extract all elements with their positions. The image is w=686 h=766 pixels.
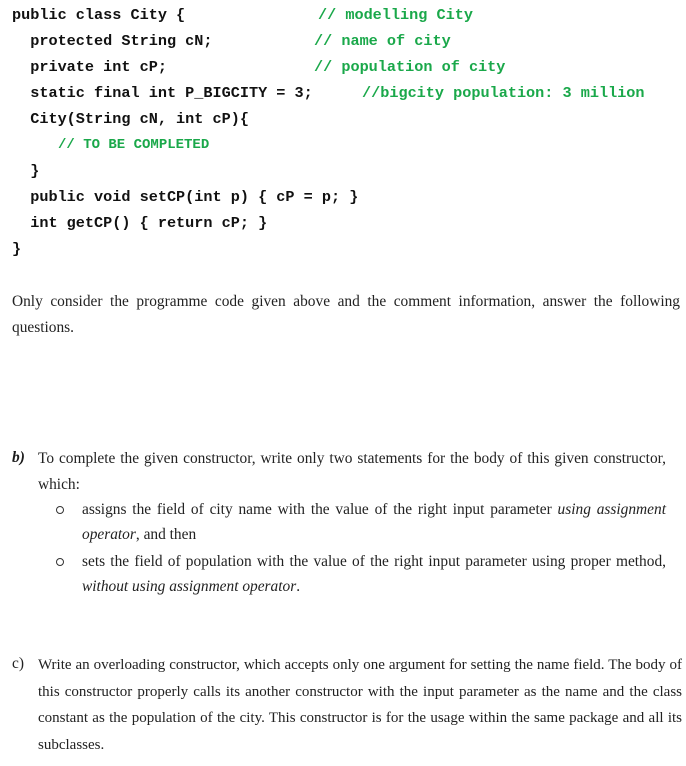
bullet-1-text: assigns the field of city name with the value of the right input parameter xyxy=(82,501,558,518)
question-c-text: Write an overloading constructor, which accepts only one argument for setting the name field. The body of this constructor properly calls its another constructor with the input parameter as the name and the class constant as the population of the city. This constructor is for the usage within the same package and all its subclasses. xyxy=(38,657,682,753)
code-line-constant-bigcity: static final int P_BIGCITY = 3; xyxy=(12,84,313,102)
question-c-label: c) xyxy=(12,655,24,672)
code-line-field-population: private int cP; xyxy=(12,58,167,76)
code-line-setter: public void setCP(int p) { cP = p; } xyxy=(12,188,359,206)
bullet-2-emphasis: without using assignment operator xyxy=(82,578,297,595)
code-line-getter: int getCP() { return cP; } xyxy=(12,214,268,232)
bullet-2-text: sets the field of population with the value of the right input parameter using proper method, xyxy=(82,553,666,570)
bullet-2-tail: . xyxy=(296,578,301,595)
question-b-label: b) xyxy=(12,449,25,466)
question-b-bullet-2 xyxy=(82,549,666,599)
code-comment-population-of-city: // population of city xyxy=(314,58,506,76)
question-b-text: To complete the given constructor, write only two statements for the body of this given constructor, which: xyxy=(38,450,666,493)
code-line-constructor-signature: City(String cN, int cP){ xyxy=(12,110,249,128)
intro-paragraph: Only consider the programme code given above and the comment information, answer the following questions. xyxy=(12,293,680,336)
code-comment-name-of-city: // name of city xyxy=(314,32,451,50)
bullet-1-tail: , and then xyxy=(135,526,197,543)
code-line-class-close: } xyxy=(12,240,22,258)
code-comment-modelling-city: // modelling City xyxy=(318,6,473,24)
code-comment-to-be-completed: // TO BE COMPLETED xyxy=(58,137,210,153)
code-comment-bigcity-population: //bigcity population: 3 million xyxy=(362,84,645,102)
bullet-1-emphasis: using assignment operator xyxy=(82,501,666,543)
bullet-icon xyxy=(56,506,64,514)
code-line-constructor-close: } xyxy=(12,162,40,180)
bullet-icon xyxy=(56,558,64,566)
code-line-class-declaration: public class City { xyxy=(12,6,186,24)
code-line-field-name: protected String cN; xyxy=(12,32,213,50)
question-b-bullet-1 xyxy=(82,497,666,547)
